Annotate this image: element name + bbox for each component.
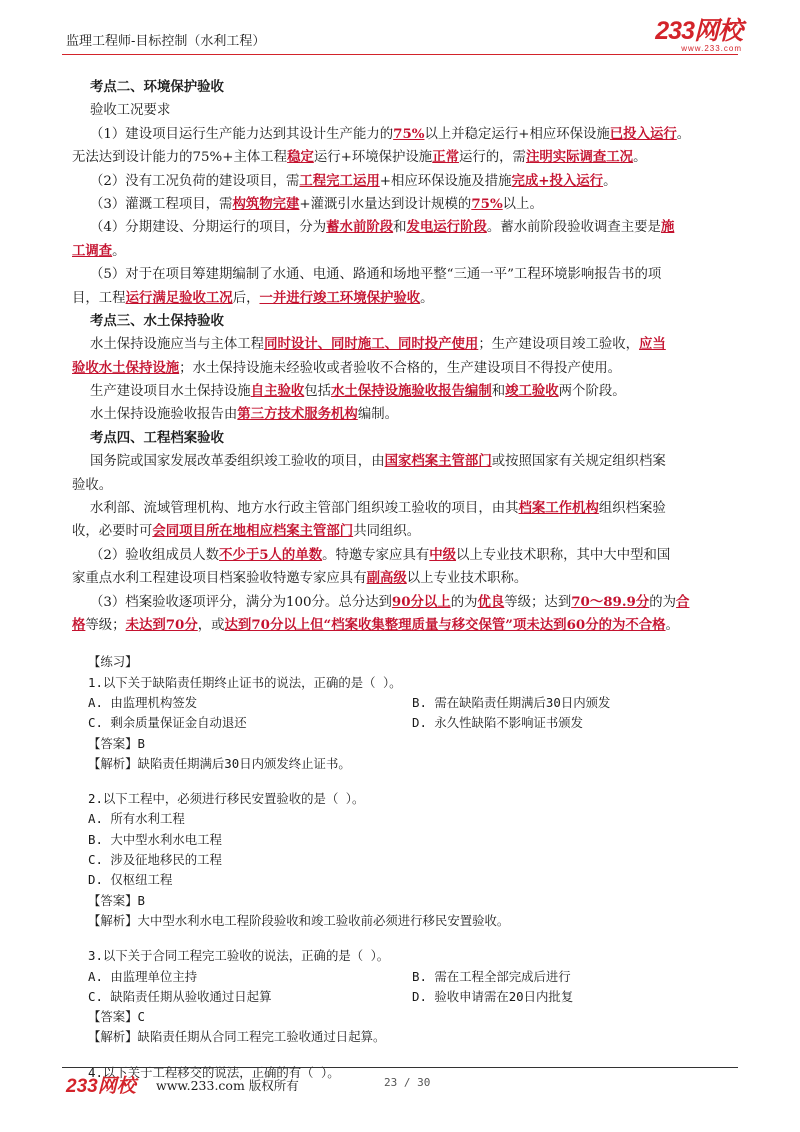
- highlighted-term: 工程完工运用: [299, 172, 380, 189]
- paragraph: [72, 333, 752, 356]
- text-run: 和: [491, 384, 506, 400]
- text-run: 编制。: [357, 407, 398, 423]
- highlighted-term: 国家档案主管部门: [384, 453, 492, 470]
- option-c[interactable]: C. 涉及征地移民的工程: [88, 852, 222, 868]
- analysis: 【解析】缺陷责任期满后30日内颁发终止证书。: [88, 755, 351, 771]
- highlighted-term: 中级: [429, 546, 457, 563]
- highlighted-term: 格: [72, 616, 86, 633]
- highlighted-term: 注明实际调查工况: [525, 149, 634, 166]
- text-run: 等级；: [85, 617, 126, 633]
- text-run: 生产建设项目水土保持设施: [90, 384, 251, 400]
- paragraph: [72, 544, 752, 567]
- paragraph: [72, 216, 752, 239]
- text-run: 收，必要时可: [72, 524, 153, 540]
- highlighted-term: 70～89.9分: [571, 593, 650, 610]
- paragraph: [72, 240, 752, 263]
- question-stem: 4.以下关于工程移交的说法，正确的有（ ）。: [88, 1064, 340, 1080]
- answer: 【答案】B: [88, 892, 146, 908]
- paragraph: （5）对于在项目筹建期编制了水通、电通、路通和场地平整“三通一平”工程环境影响报告书的项: [90, 267, 662, 283]
- section-heading-soil: 考点三、水土保持验收: [90, 312, 224, 329]
- text-run: 。: [112, 243, 126, 259]
- text-run: 后，: [232, 290, 260, 306]
- text-run: 以上专业技术职称。: [406, 571, 528, 587]
- highlighted-term: 第三方技术服务机构: [237, 406, 358, 423]
- highlighted-term: 会同项目所在地相应档案主管部门: [152, 523, 354, 540]
- text-run: 。特邀专家应具有: [322, 547, 430, 563]
- header-divider: [62, 54, 738, 55]
- paragraph: [72, 146, 752, 169]
- highlighted-term: 75%: [471, 195, 503, 212]
- option-row: [72, 693, 752, 713]
- highlighted-term: 蓄水前阶段: [326, 219, 394, 236]
- header-title: 监理工程师-目标控制（水利工程）: [66, 34, 266, 49]
- paragraph: 验收。: [72, 477, 113, 493]
- text-run: 。: [633, 150, 647, 166]
- logo-text: 233网校: [655, 17, 742, 45]
- text-run: （2）没有工况负荷的建设项目，需: [90, 173, 300, 189]
- text-run: ，或: [197, 617, 225, 633]
- practice-title: 【练习】: [88, 654, 138, 670]
- highlighted-term: 应当: [639, 336, 666, 353]
- highlighted-term: 达到70分以上但“档案收集整理质量与移交保管”项未达到60分的为不合格: [224, 616, 666, 633]
- highlighted-term: 档案工作机构: [518, 500, 599, 517]
- highlighted-term: 优良: [477, 593, 505, 610]
- footer-logo[interactable]: 233网校: [66, 1076, 136, 1097]
- text-run: 共同组织。: [353, 524, 421, 540]
- highlighted-term: 正常: [432, 149, 459, 166]
- highlighted-term: 运行满足验收工况: [125, 289, 233, 306]
- option-row: [72, 967, 752, 987]
- text-run: 包括: [304, 384, 332, 400]
- paragraph: [72, 123, 752, 146]
- option-a[interactable]: A. 由监理单位主持: [88, 968, 198, 984]
- question-stem: 3.以下关于合同工程完工验收的说法，正确的是（ ）。: [88, 948, 390, 964]
- text-run: 国务院或国家发展改革委组织竣工验收的项目，由: [90, 454, 385, 470]
- highlighted-term: 自主验收: [250, 383, 305, 400]
- text-run: 或按照国家有关规定组织档案: [491, 454, 666, 470]
- highlighted-term: 未达到70分: [125, 616, 198, 633]
- paragraph: [72, 450, 752, 473]
- highlighted-term: 不少于5人的单数: [219, 546, 323, 563]
- text-run: （3）灌溉工程项目，需: [90, 196, 233, 212]
- logo-url: www.233.com: [681, 44, 742, 53]
- text-run: 两个阶段。: [558, 384, 626, 400]
- document-body: [72, 76, 752, 1083]
- paragraph: [72, 520, 752, 543]
- highlighted-term: 75%: [393, 125, 425, 142]
- text-run: 水土保持设施验收报告由: [90, 407, 238, 423]
- option-row: [72, 713, 752, 733]
- text-run: （1）建设项目运行生产能力达到其设计生产能力的: [90, 126, 394, 142]
- paragraph: [72, 614, 752, 637]
- text-run: +灌溉引水量达到设计规模的: [299, 196, 472, 212]
- text-run: （4）分期建设、分期运行的项目，分为: [90, 220, 327, 236]
- option-c[interactable]: C. 缺陷责任期从验收通过日起算: [88, 988, 272, 1004]
- page-number: 23 / 30: [384, 1076, 431, 1089]
- answer: 【答案】C: [88, 1009, 146, 1025]
- highlighted-term: 工调查: [72, 242, 113, 259]
- text-run: ；生产建设项目竣工验收，: [478, 337, 640, 353]
- highlighted-term: 合: [676, 593, 690, 610]
- option-row: [72, 987, 752, 1007]
- question-stem: 1.以下关于缺陷责任期终止证书的说法，正确的是（ ）。: [88, 674, 402, 690]
- option-d[interactable]: D. 仅枢纽工程: [88, 872, 173, 888]
- option-b[interactable]: B. 需在缺陷责任期满后30日内颁发: [412, 694, 611, 710]
- text-run: 无法达到设计能力的75%+主体工程: [72, 150, 288, 166]
- highlighted-term: 稳定: [287, 149, 314, 166]
- paragraph: [72, 567, 752, 590]
- highlighted-term: 施: [660, 219, 675, 236]
- highlighted-term: 完成+投入运行: [511, 172, 604, 189]
- text-run: 组织档案验: [598, 501, 666, 517]
- text-run: 和: [393, 220, 407, 236]
- brand-logo[interactable]: [655, 18, 742, 53]
- analysis: 【解析】大中型水利水电工程阶段验收和竣工验收前必须进行移民安置验收。: [88, 912, 510, 928]
- text-run: 。: [665, 617, 679, 633]
- footer-copyright: www.233.com 版权所有: [156, 1078, 299, 1093]
- text-run: 家重点水利工程建设项目档案验收特邀专家应具有: [72, 571, 367, 587]
- text-run: 目，工程: [72, 290, 126, 306]
- highlighted-term: 已投入运行: [609, 125, 677, 142]
- text-run: 的为: [649, 594, 677, 610]
- text-run: 等级；达到: [504, 594, 572, 610]
- paragraph: [72, 380, 752, 403]
- text-run: 。: [603, 173, 617, 189]
- text-run: 水土保持设施应当与主体工程: [90, 337, 265, 353]
- highlighted-term: 副高级: [366, 570, 407, 587]
- text-run: （2）验收组成员人数: [90, 547, 220, 563]
- highlighted-term: 竣工验收: [505, 383, 559, 400]
- paragraph: [72, 403, 752, 426]
- paragraph: [72, 287, 752, 310]
- option-d[interactable]: D. 验收申请需在20日内批复: [412, 988, 574, 1004]
- option-a[interactable]: A. 由监理机构签发: [88, 694, 198, 710]
- answer: 【答案】B: [88, 735, 146, 751]
- highlighted-term: 验收水土保持设施: [72, 359, 180, 376]
- highlighted-term: 发电运行阶段: [406, 219, 487, 236]
- highlighted-term: 同时设计、同时施工、同时投产使用: [264, 336, 479, 353]
- question-stem: 2.以下工程中，必须进行移民安置验收的是（ ）。: [88, 791, 365, 807]
- text-run: 。蓄水前阶段验收调查主要是: [486, 220, 661, 236]
- paragraph: [72, 357, 752, 380]
- highlighted-term: 构筑物完建: [232, 195, 300, 212]
- paragraph: [72, 193, 752, 216]
- text-run: 的为: [450, 594, 478, 610]
- text-run: （3）档案验收逐项评分，满分为100分。总分达到: [90, 594, 392, 610]
- option-a[interactable]: A. 所有水利工程: [88, 811, 185, 827]
- text-run: 。: [676, 126, 691, 142]
- text-run: 。: [420, 290, 434, 306]
- option-d[interactable]: D. 永久性缺陷不影响证书颁发: [412, 715, 584, 731]
- text-run: +相应环保设施及措施: [379, 173, 512, 189]
- paragraph: [72, 170, 752, 193]
- option-b[interactable]: B. 大中型水利水电工程: [88, 831, 222, 847]
- text-run: 以上。: [502, 196, 543, 212]
- option-c[interactable]: C. 剩余质量保证金自动退还: [88, 715, 247, 731]
- section-heading-archive: 考点四、工程档案验收: [90, 429, 224, 446]
- text-run: 以上专业技术职称，其中大中型和国: [456, 547, 671, 563]
- footer-divider: [62, 1067, 738, 1068]
- analysis: 【解析】缺陷责任期从合同工程完工验收通过日起算。: [88, 1029, 386, 1045]
- text-run: 运行的，需: [458, 150, 526, 166]
- paragraph: [72, 591, 752, 614]
- highlighted-term: 90分以上: [391, 593, 451, 610]
- highlighted-term: 一并进行竣工环境保护验收: [259, 289, 421, 306]
- section-heading-env: 考点二、环境保护验收: [90, 79, 224, 95]
- text-run: 水利部、流域管理机构、地方水行政主管部门组织竣工验收的项目，由其: [90, 501, 519, 517]
- text-run: 运行+环境保护设施: [313, 150, 433, 166]
- option-b[interactable]: B. 需在工程全部完成后进行: [412, 968, 571, 984]
- text-run: ；水土保持设施未经验收或者验收不合格的，生产建设项目不得投产使用。: [179, 360, 622, 376]
- paragraph: [72, 497, 752, 520]
- text-run: 以上并稳定运行+相应环保设施: [424, 126, 610, 142]
- paragraph: 验收工况要求: [90, 103, 171, 119]
- highlighted-term: 水土保持设施验收报告编制: [331, 383, 492, 400]
